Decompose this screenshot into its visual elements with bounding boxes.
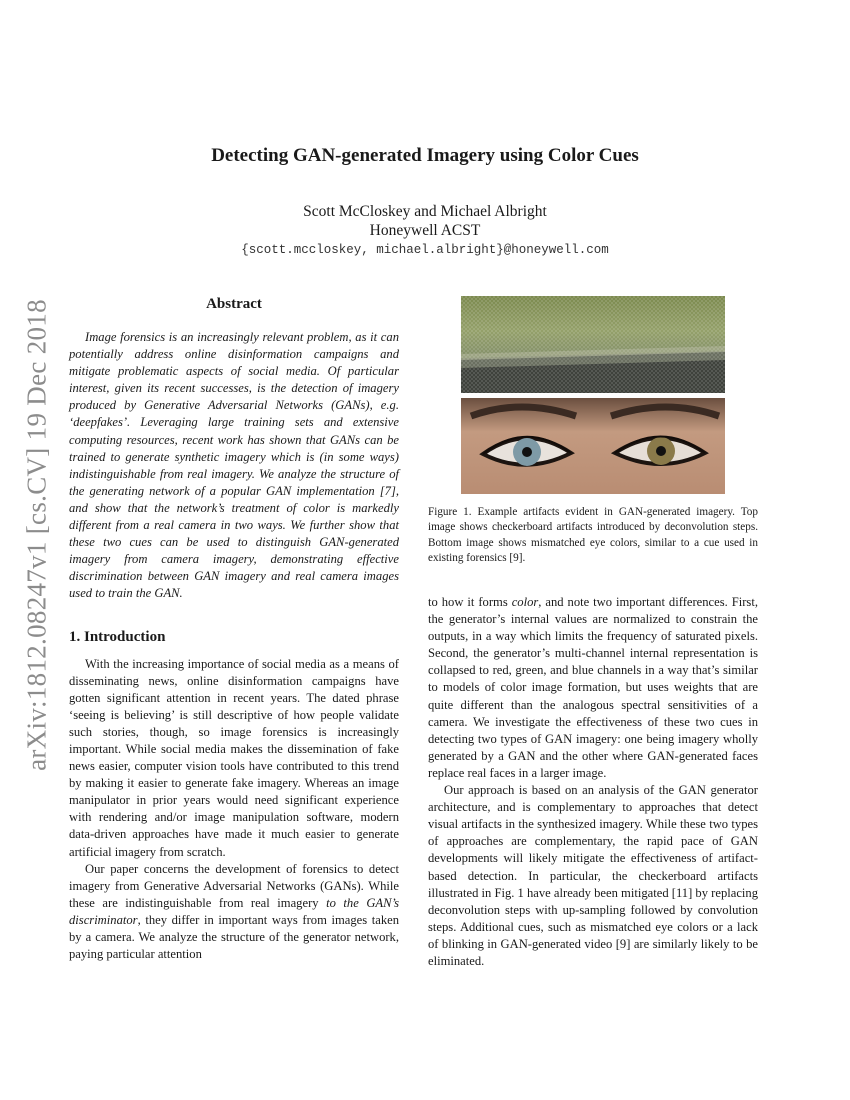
- abstract-heading: Abstract: [206, 296, 262, 312]
- figure-1: [461, 296, 725, 494]
- intro-paragraph-2: Our paper concerns the development of forensics to detect imagery from Generative Adversarial Networks (GANs). While these are indistinguishable from real imagery to the GAN’s discriminator, they differ in important ways from images taken by a camera. We analyze the structure of the generator network, paying particular attention: [69, 861, 399, 962]
- abstract-text: Image forensics is an increasingly relevant problem, as it can potentially address online disinformation campaigns and mitigate problematic aspects of social media. Of particular interest, given its recent successes, is the detection of imagery produced by Generative Adversarial Networks (GANs), e.g. ‘deepfakes’. Leveraging large training sets and extensive computing resources, recent work has shown that GANs can be trained to generate synthetic imagery which is (in some ways) indistinguishable from real imagery. We analyze the structure of the generating network of a popular GAN implementation [7], and show that the network’s treatment of color is markedly different from a real camera in two ways. We further show that these two cues can be used to distinguish GAN-generated imagery from camera imagery, demonstrating effective discrimination between GAN imagery and real camera images used to train the GAN.: [69, 330, 399, 601]
- author-emails: {scott.mccloskey, michael.albright}@honeywell.com: [241, 243, 609, 257]
- figure-1-caption: Figure 1. Example artifacts evident in GAN-generated imagery. Top image shows checkerboard artifacts introduced by deconvolution steps. Bottom image shows mismatched eye colors, similar to a cue used in existing forensics [9].: [428, 506, 758, 565]
- author-block: [0, 202, 850, 240]
- arxiv-watermark: [22, 290, 52, 780]
- mismatched-eyes-image: [461, 398, 725, 494]
- intro-paragraph-4: Our approach is based on an analysis of the GAN generator architecture, and is complementary to approaches that detect visual artifacts in the synthesized imagery. While these two types of approaches are complementary, the rapid pace of GAN developments will likely mitigate the effectiveness of artifact-based detection. In particular, the checkerboard artifacts illustrated in Fig. 1 have already been mitigated [11] by replacing deconvolution steps with up-sampling followed by convolution steps. Additional cues, such as mismatched eye colors or a lack of blinking in GAN-generated video [9] are similarly likely to be eliminated.: [428, 783, 759, 968]
- authors: Scott McCloskey and Michael Albright: [303, 203, 547, 220]
- left-column: [69, 296, 399, 963]
- arxiv-id: arXiv:1812.08247v1 [cs.CV] 19 Dec 2018: [21, 299, 52, 771]
- intro-paragraph-1: With the increasing importance of social media as a means of disseminating news, online disinformation campaigns have gotten significant attention in recent years. The dated phrase ‘seeing is believing’ is still descriptive of how people validate such stories, though, so image forensics is increasingly important. While social media makes the dissemination of fake news easier, computer vision tools have contributed to this trend by making it easier to generate fake imagery. Whereas an image manipulator in prior years would need significant experience with rendering and/or image manipulation software, modern data-driven approaches have made it much easier to generate artificial imagery from scratch.: [69, 656, 399, 859]
- affiliation: Honeywell ACST: [369, 222, 481, 239]
- section-heading-introduction: 1. Introduction: [69, 628, 166, 645]
- intro-paragraph-3: to how it forms color, and note two important differences. First, the generator’s internal values are normalized to constrain the outputs, in a way which limits the frequency of saturated pixels. Second, the generator’s multi-channel internal representation is collapsed to red, green, and blue channels in a way that’s similar to models of color image formation, but uses weights that are quite different than the analogous spectral sensitivities of a camera. We investigate the effectiveness of these two cues in detecting two types of GAN imagery: one being imagery wholly generated by a GAN and the other where GAN-generated faces replace real faces in a larger image.: [428, 595, 758, 780]
- checkerboard-artifact-image: [461, 296, 725, 393]
- paper-title: Detecting GAN-generated Imagery using Color Cues: [211, 145, 639, 166]
- right-column: [428, 594, 758, 970]
- checkerboard-artifact-drawing: [461, 296, 725, 393]
- eyes-drawing: [461, 398, 725, 494]
